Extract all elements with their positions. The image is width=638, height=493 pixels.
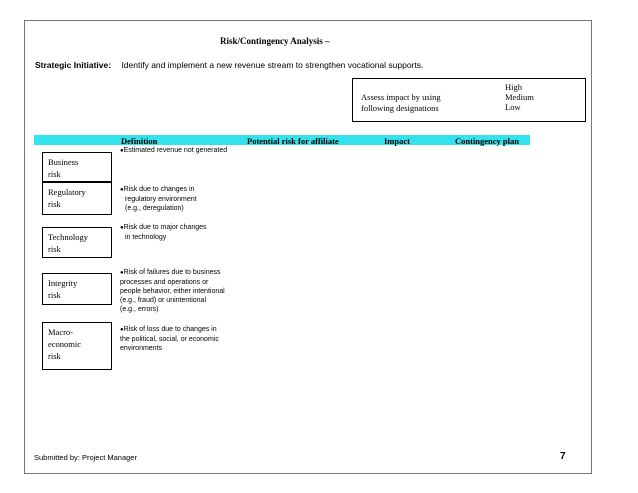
definition-line: in technology xyxy=(125,234,167,241)
definition-line: processes and operations or xyxy=(120,279,209,286)
impact-legend-box xyxy=(352,78,586,122)
risk-box-business xyxy=(42,152,112,182)
risk-name-line: Integrity xyxy=(48,278,78,288)
definition-line: Risk of failures due to business xyxy=(123,269,221,276)
risk-name-line: risk xyxy=(48,290,61,300)
risk-name-line: risk xyxy=(48,199,61,209)
definition-technology xyxy=(120,223,207,242)
definition-line: (e.g., deregulation) xyxy=(125,205,184,212)
risk-name-line: risk xyxy=(48,351,61,361)
bullet-icon: ● xyxy=(120,327,124,333)
impact-levels xyxy=(505,82,534,112)
impact-legend-line1: Assess impact by using xyxy=(361,92,441,102)
definition-line: environments xyxy=(120,345,163,352)
risk-name-line: economic xyxy=(48,339,82,349)
definition-line: Risk due to changes in xyxy=(123,186,195,193)
definition-line: people behavior, either intentional xyxy=(120,288,225,295)
risk-name-line: Business xyxy=(48,157,79,167)
footer-submitted-by: Submitted by: Project Manager xyxy=(34,453,137,462)
definition-line: the political, social, or economic xyxy=(120,336,219,343)
risk-name-line: risk xyxy=(48,169,61,179)
impact-legend-line2: following designations xyxy=(361,103,439,113)
bullet-icon: ● xyxy=(120,225,124,231)
definition-line: Risk of loss due to changes in xyxy=(123,326,217,333)
definition-line: (e.g., fraud) or unintentional xyxy=(120,297,206,304)
strategic-initiative xyxy=(35,60,423,70)
risk-name-line: Macro- xyxy=(48,327,74,337)
risk-box-macroeconomic xyxy=(42,322,112,370)
risk-box-integrity xyxy=(42,273,112,305)
column-header-potential-risk: Potential risk for affiliate xyxy=(247,136,339,146)
definition-line: Risk due to major changes xyxy=(123,224,207,231)
bullet-icon: ● xyxy=(120,187,124,193)
definition-macroeconomic xyxy=(120,325,219,353)
column-header-impact: Impact xyxy=(384,136,410,146)
page-number: 7 xyxy=(560,451,566,462)
risk-name-line: risk xyxy=(48,244,61,254)
risk-name-line: Regulatory xyxy=(48,187,86,197)
definition-regulatory xyxy=(120,185,197,213)
impact-legend-text xyxy=(361,92,441,114)
definition-line: Estimated revenue not generated xyxy=(123,147,228,154)
impact-level-medium: Medium xyxy=(505,92,534,102)
definition-line: regulatory environment xyxy=(125,196,197,203)
definition-business xyxy=(120,146,227,156)
column-header-contingency-plan: Contingency plan xyxy=(455,136,519,146)
definition-line: (e.g., errors) xyxy=(120,306,159,313)
bullet-icon: ● xyxy=(120,270,124,276)
risk-box-regulatory xyxy=(42,182,112,215)
definition-integrity xyxy=(120,268,225,314)
impact-level-high: High xyxy=(505,82,522,92)
bullet-icon: ● xyxy=(120,148,124,154)
column-header-definition: Definition xyxy=(121,136,158,146)
strategic-initiative-text: Identify and implement a new revenue stream to strengthen vocational supports. xyxy=(121,60,424,70)
risk-name-line: Technology xyxy=(48,232,89,242)
strategic-initiative-label: Strategic Initiative: xyxy=(35,60,112,70)
risk-box-technology xyxy=(42,227,112,258)
page-title: Risk/Contingency Analysis – xyxy=(220,36,330,46)
impact-level-low: Low xyxy=(505,102,521,112)
